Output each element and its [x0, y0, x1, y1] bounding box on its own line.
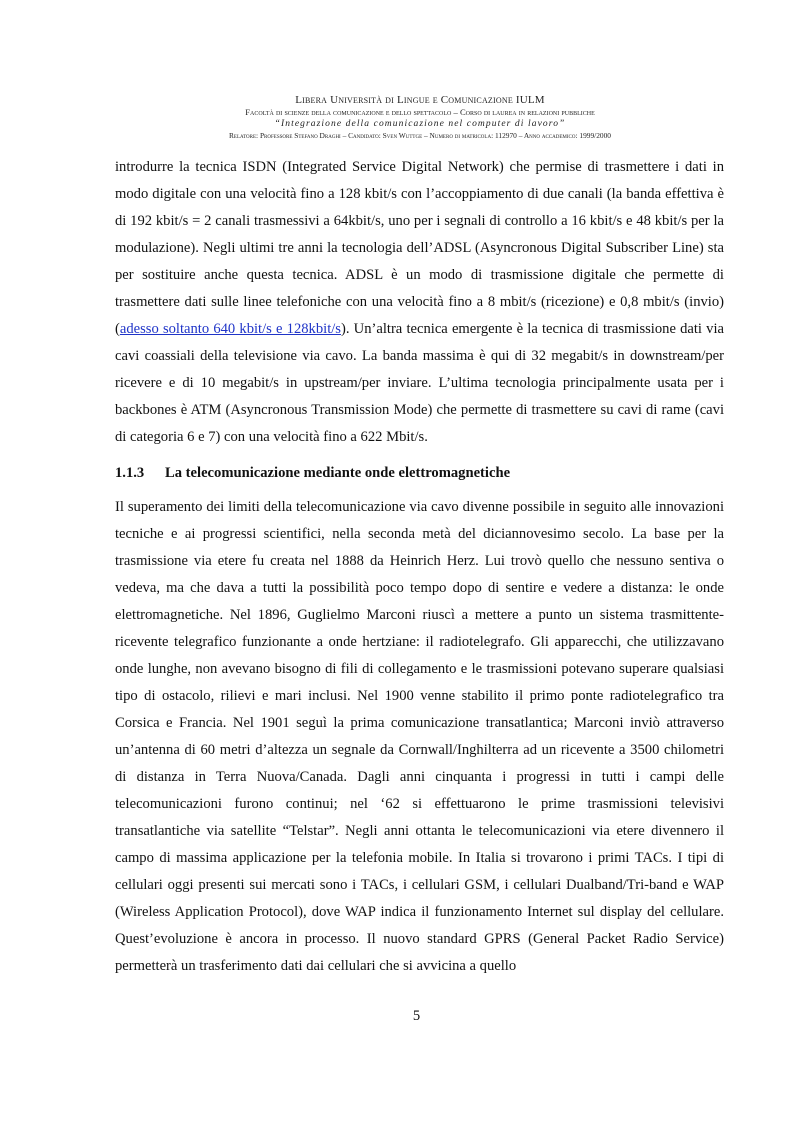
header-details: Relatore: Professore Stefano Draghi – Candidato: Sven Wuttge – Numero di matricola: 112970 – Anno accademico: 1999/2000 — [228, 131, 611, 140]
paragraph-transmission-tech — [115, 154, 724, 451]
section-number: 1.1.3 — [115, 465, 145, 481]
paragraph-electromagnetic: Il superamento dei limiti della telecomunicazione via cavo divenne possibile in seguito alle innovazioni tecniche e ai progressi scientifici, nella seconda metà del diciannovesimo secolo. La base per la trasmissione via etere fu creata nel 1888 da Heinrich Herz. Lui trovò quello che nessuno sentiva o vedeva, ma che dava a tutti la possibilità poco tempo dopo di sentire e vedere a distanza: le onde elettromagnetiche. Nel 1896, Guglielmo Marconi riuscì a mettere a punto un sistema trasmittente-ricevente telegrafico funzionante a onde hertziane: il radiotelegrafo. Gli apparecchi, che utilizzavano onde lunghe, non avevano bisogno di fili di collegamento e le trasmissioni potevano superare qualsiasi tipo di ostacolo, rilievi e mari inclusi. Nel 1900 venne stabilito il primo ponte radiotelegrafico tra Corsica e Francia. Nel 1901 seguì la prima comunicazione transatlantica; Marconi inviò attraverso un’antenna di 60 metri d’altezza un segnale da Cornwall/Inghilterra ad un ricevente a 3500 chilometri di distanza in Terra Nuova/Canada. Dagli anni cinquanta i progressi in tutti i campi delle telecomunicazioni furono continui; nel ‘62 si effettuarono le prime trasmissioni televisivi transatlantiche via satellite “Telstar”. Negli anni ottanta le telecomunicazioni via etere divennero il campo di massima applicazione per la telefonia mobile. In Italia si trovarono i primi TACs. I tipi di cellulari oggi presenti sui mercati sono i TACs, i cellulari GSM, i cellulari Dualband/Tri-band e WAP (Wireless Application Protocol), dove WAP indica il funzionamento Internet sul display del cellulare. Quest’evoluzione è ancora in processo. Il nuovo standard GPRS (General Packet Radio Service) permetterà un trasferimento dati dai cellulari che si avvicina a quello — [115, 499, 724, 974]
section-title: La telecomunicazione mediante onde elettromagnetiche — [165, 465, 511, 481]
header-university: Libera Università di Lingue e Comunicazione IULM — [295, 94, 545, 106]
running-header — [100, 94, 740, 141]
header-faculty: Facoltà di scienze della comunicazione e dello spettacolo – Corso di laurea in relazioni pubbliche — [245, 107, 595, 117]
header-thesis-title: “Integrazione della comunicazione nel computer di lavoro” — [274, 119, 566, 129]
body-text — [115, 154, 724, 980]
page-number: 5 — [412, 1008, 421, 1024]
bandwidth-link[interactable]: adesso soltanto 640 kbit/s e 128kbit/s — [119, 321, 341, 337]
paragraph-text: introdurre la tecnica ISDN (Integrated Service Digital Network) che permise di trasmettere i dati in modo digitale con una velocità fino a 128 kbit/s con l’accoppiamento di due canali (la banda effettiva è di 192 kbit/s = 2 canali trasmessivi a 64kbit/s, uno per i segnali di controllo a 16 kbit/s e 48 kbit/s per la modulazione). Negli ultimi tre anni la tecnologia dell’ADSL (Asyncronous Digital Subscriber Line) sta per sostituire anche questa tecnica. ADSL è un modo di trasmissione digitale che permette di trasmettere dati sulle linee telefoniche con una velocità fino a 8 mbit/s (ricezione) e 0,8 mbit/s (invio) ( — [115, 159, 724, 337]
section-heading — [115, 461, 724, 485]
paragraph-text: ). Un’altra tecnica emergente è la tecnica di trasmissione dati via cavi coassiali della televisione via cavo. La banda massima è qui di 32 megabit/s in downstream/per ricevere e di 10 megabit/s in upstream/per inviare. L’ultima tecnologia principalmente usata per i backbones è ATM (Asyncronous Transmission Mode) che permette di trasmettere su cavi di rame (cavi di categoria 6 e 7) con una velocità fino a 622 Mbit/s. — [115, 321, 724, 445]
